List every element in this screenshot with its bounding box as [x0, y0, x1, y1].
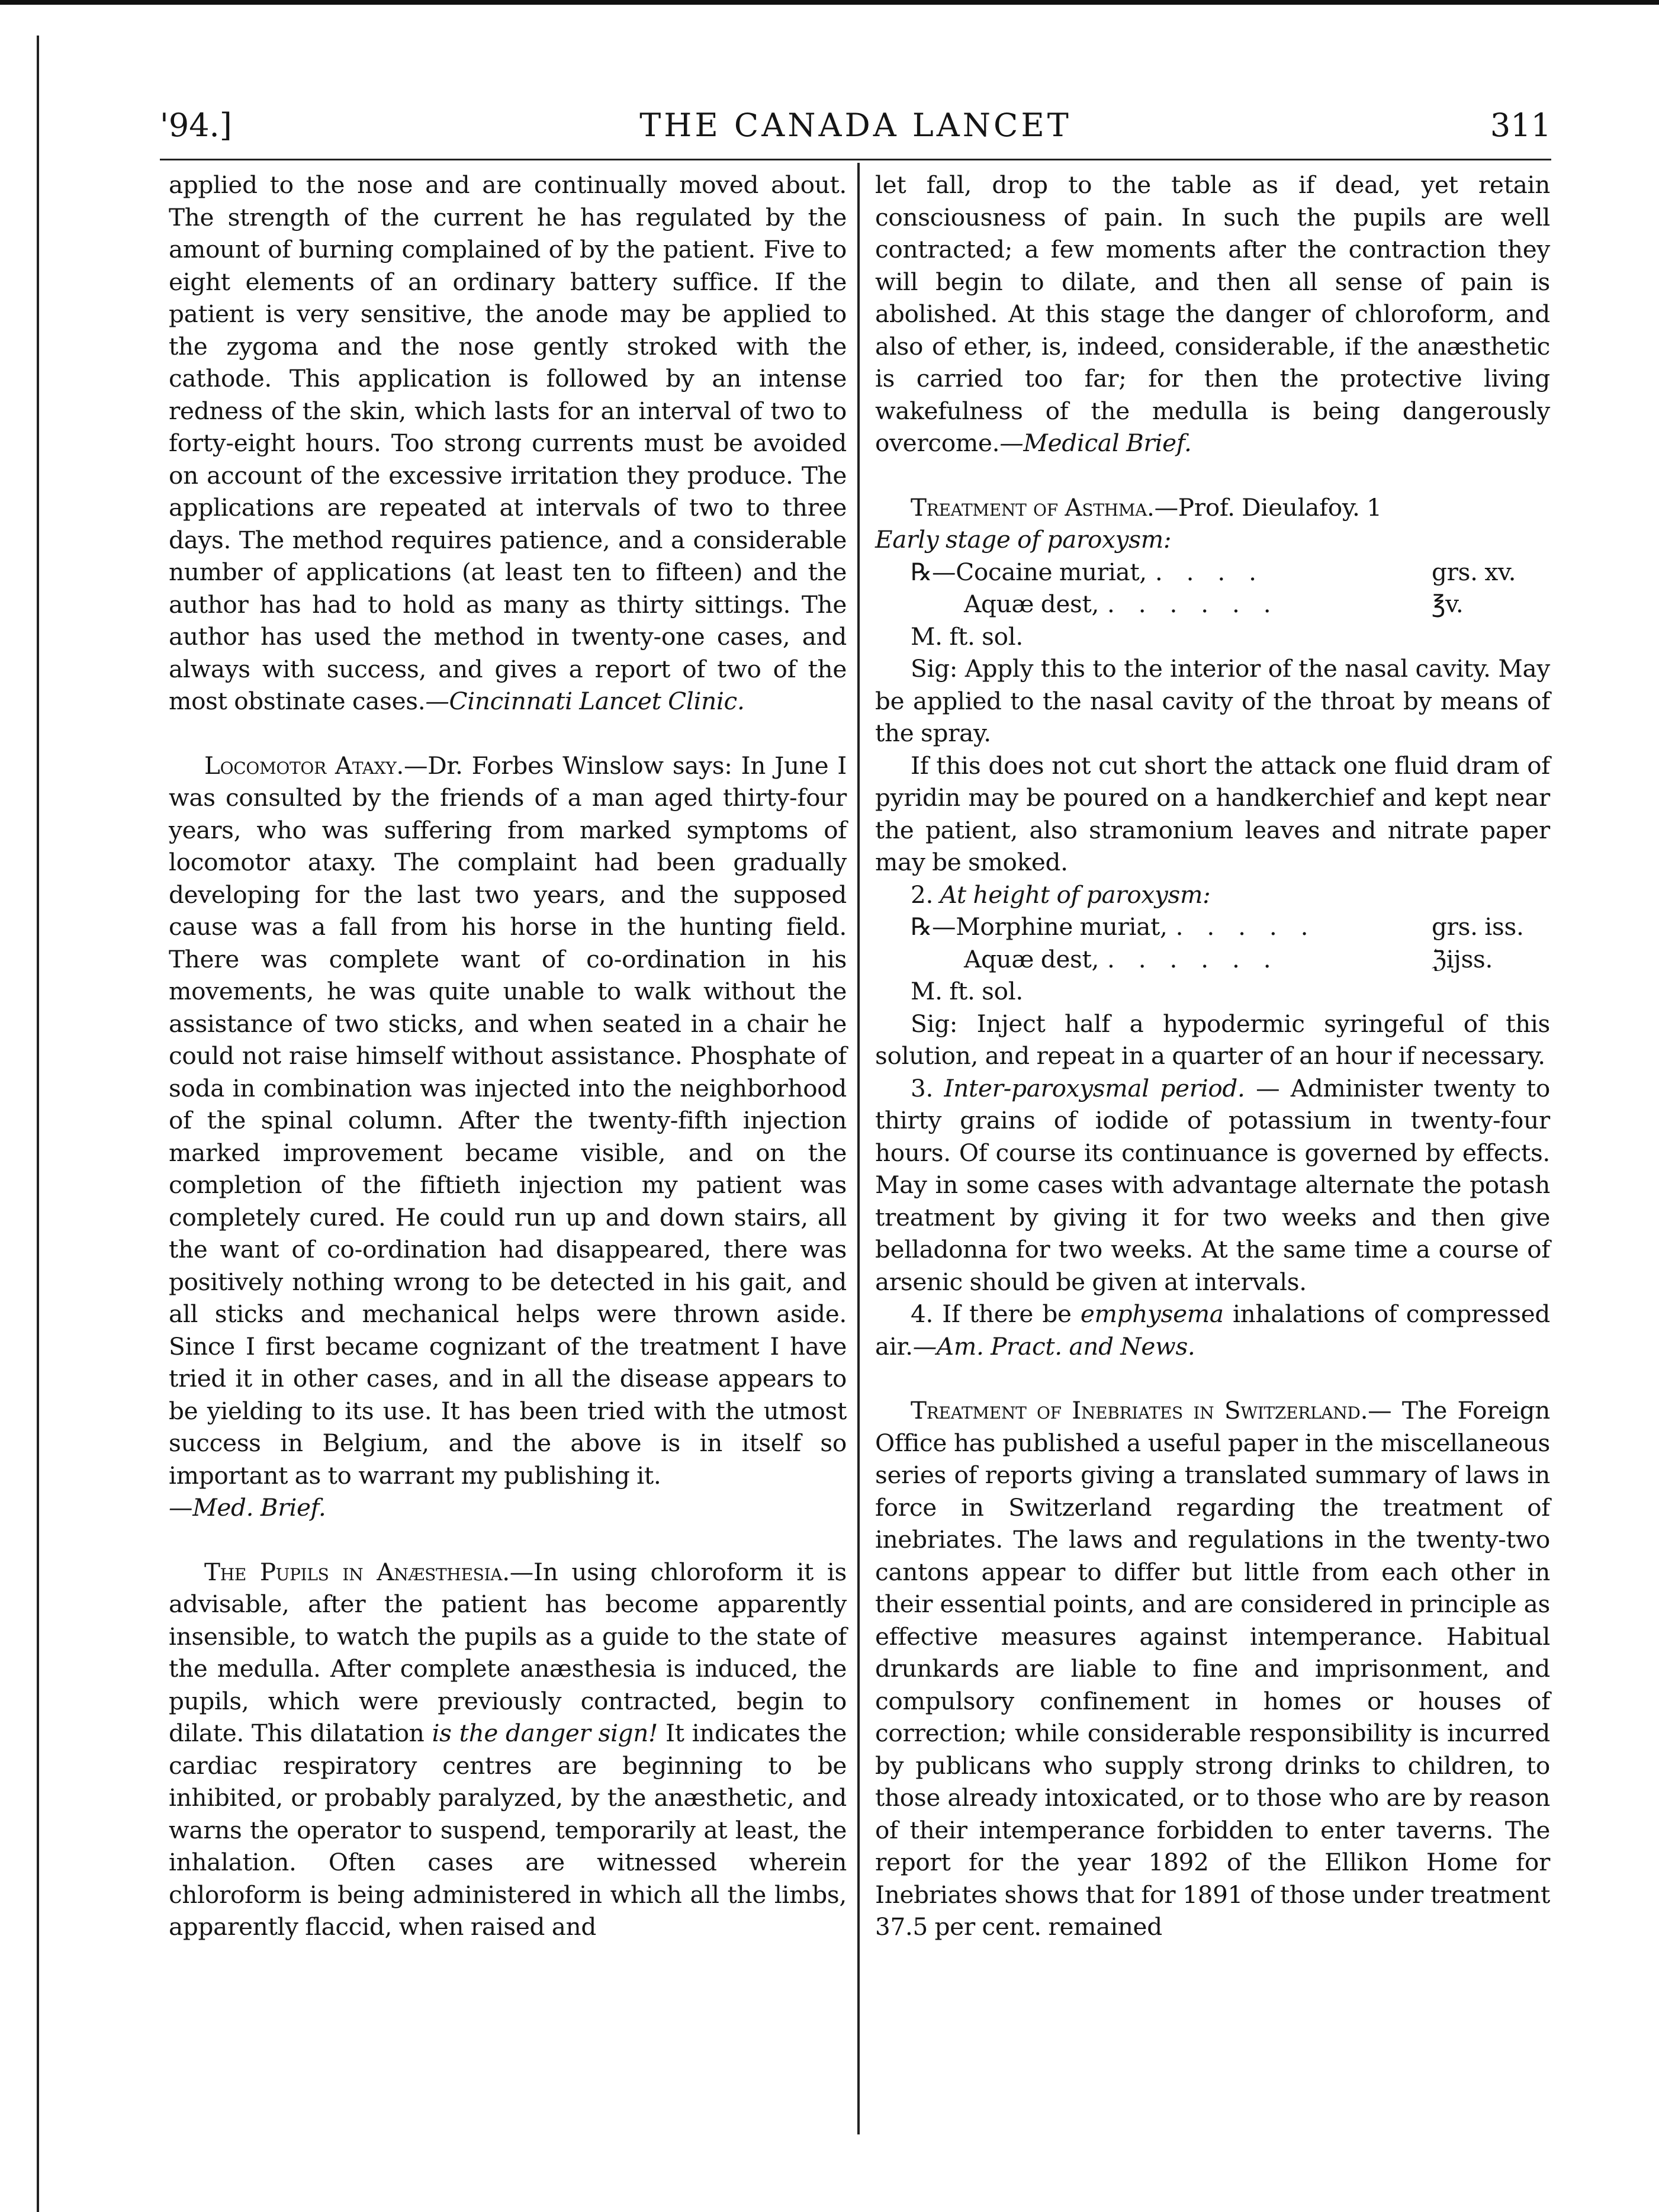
if-not-paragraph: If this does not cut short the attack one fluid dram of pyridin may be poured on a handkerchief and kept near the patient, also stramonium leaves and nitrate paper may be smoked.	[875, 751, 1550, 876]
left-column	[169, 169, 847, 1943]
pupils-continuation	[875, 169, 1550, 459]
section-gap	[169, 718, 847, 750]
page-header	[160, 107, 1551, 154]
prescription-drug: Aquæ dest,	[964, 590, 1099, 618]
section-gap	[875, 459, 1550, 491]
pupils-anaesthesia-heading: The Pupils in Anæsthesia.	[204, 1557, 510, 1586]
electrolysis-source: —Cincinnati Lancet Clinic.	[425, 687, 745, 715]
prescription-line	[875, 588, 1550, 620]
pupils-anaesthesia-article	[169, 1556, 847, 1943]
prescription-drug: ℞—Morphine muriat,	[911, 912, 1168, 941]
header-year: '94.]	[160, 107, 232, 144]
pupils-continuation-text: let fall, drop to the table as if dead, yet retain consciousness of pain. In such the pupils are well contracted; a few moments after the contraction they will begin to dilate, and then all sense of pain is abolished. At this stage the danger of chloroform, and also of ether, is, indeed, considerable, if the anæsthetic is carried too far; for then the protective living wakefulness of the medulla is being dangerously overcome.	[875, 171, 1550, 457]
prescription-drug: ℞—Cocaine muriat,	[911, 557, 1147, 586]
step-4-text-b: inhalations of compressed air.	[875, 1300, 1550, 1361]
step-3-text: — Administer twenty to thirty grains of iodide of potassium in twenty-four hours. Of course its continuance is governed by effects. May in some cases with advantage alternate the potash treatment by giving it for two weeks and then give belladonna for two weeks. At the same time a course of arsenic should be given at intervals.	[875, 1073, 1550, 1296]
pupils-text-part-a: —In using chloroform it is advisable, after the patient has become apparently insensible, to watch the pupils as a guide to the state of the medulla. After complete anæsthesia is induced, the pupils, which were previously contracted, begin to dilate. This dilatation	[169, 1557, 847, 1747]
mixture-instruction: M. ft. sol.	[911, 622, 1023, 651]
inebriates-text: — The Foreign Office has published a useful paper in the miscellaneous series of reports giving a translated summary of laws in force in Switzerland regarding the treatment of inebriates. The laws and regulations in the twenty-two cantons appear to differ but little from each other in their essential points, and are considered in principle as effective measures against intemperance. Habitual drunkards are liable to fine and imprisonment, and compulsory confinement in homes or houses of correction; while considerable responsibility is incurred by publicans who supply strong drinks to children, to those already intoxicated, or to those who are by reason of their intemperance forbidden to enter taverns. The report for the year 1892 of the Ellikon Home for Inebriates shows that for 1891 of those under treatment 37.5 per cent. remained	[875, 1396, 1550, 1941]
step-3-number: 3.	[911, 1073, 934, 1102]
pupils-text-part-b: It indicates the cardiac respiratory centres are beginning to be inhibited, or probably paralyzed, by the anæsthetic, and warns the operator to suspend, temporarily at least, the inhalation. Often cases are witnessed wherein chloroform is being administered in which all the limbs, apparently flaccid, when raised and	[169, 1719, 847, 1941]
journal-title: THE CANADA LANCET	[639, 107, 1072, 144]
mixture-instruction: M. ft. sol.	[911, 977, 1023, 1005]
signa-1: Sig: Apply this to the interior of the nasal cavity. May be applied to the nasal cavity of the throat by means of the spray.	[875, 654, 1550, 747]
inebriates-article	[875, 1394, 1550, 1943]
section-gap	[875, 1362, 1550, 1394]
asthma-heading: Treatment of Asthma.	[911, 493, 1155, 522]
step-4-text-a: 4. If there be	[911, 1300, 1072, 1328]
prescription-dose: ℥v.	[1432, 590, 1464, 618]
electrolysis-paragraph	[169, 169, 847, 718]
step-2-number: 2.	[911, 880, 934, 909]
right-column	[875, 169, 1550, 1943]
step-3-label: Inter-paroxysmal period.	[944, 1073, 1245, 1102]
step-4-source: —Am. Pract. and News.	[912, 1332, 1195, 1361]
pupils-continuation-source: —Medical Brief.	[999, 429, 1192, 457]
danger-sign-emphasis: is the danger sign!	[432, 1719, 658, 1747]
leader-dots: . . . . . .	[1107, 944, 1279, 973]
prescription-line	[875, 943, 1550, 976]
page-number: 311	[1490, 107, 1551, 144]
asthma-intro: —Prof. Dieulafoy. 1	[1154, 493, 1382, 522]
emphysema-term: emphysema	[1080, 1300, 1224, 1328]
scan-edge-top	[0, 0, 1659, 5]
prescription-dose: ℨijss.	[1432, 944, 1493, 973]
step-2-line	[875, 879, 1550, 911]
asthma-heading-line	[875, 491, 1550, 524]
step-4-paragraph	[875, 1298, 1550, 1362]
locomotor-ataxy-source-line	[169, 1491, 847, 1524]
inebriates-heading: Treatment of Inebriates in Switzerland.	[911, 1396, 1368, 1425]
early-stage-label: Early stage of paroxysm:	[875, 525, 1172, 554]
leader-dots: . . . .	[1155, 557, 1265, 586]
scan-edge-left	[37, 36, 39, 2212]
section-gap	[169, 1524, 847, 1556]
prescription-dose: grs. xv.	[1432, 557, 1516, 586]
leader-dots: . . . . .	[1175, 912, 1317, 941]
step-2-label: At height of paroxysm:	[940, 880, 1211, 909]
locomotor-ataxy-article	[169, 750, 847, 1492]
locomotor-ataxy-text: —Dr. Forbes Winslow says: In June I was consulted by the friends of a man aged thirty-four years, who was suffering from marked symptoms of locomotor ataxy. The complaint had been gradually developing for the last two years, and the supposed cause was a fall from his horse in the hunting field. There was complete want of co-ordination in his movements, he was quite unable to walk without the assistance of two sticks, and when seated in a chair he could not raise himself without assistance. Phosphate of soda in combination was injected into the neighborhood of the spinal column. After the twenty-fifth injection marked improvement became visible, and on the completion of the fiftieth injection my patient was completely cured. He could run up and down stairs, all the want of co-ordination had disappeared, there was positively nothing wrong to be detected in his gait, and all sticks and mechanical helps were thrown aside. Since I first became cognizant of the treatment I have tried it in other cases, and in all the disease appears to be yielding to its use. It has been tried with the utmost success in Belgium, and the above is in itself so important as to warrant my publishing it.	[169, 751, 847, 1490]
locomotor-ataxy-heading: Locomotor Ataxy.	[204, 751, 404, 780]
signa-2: Sig: Inject half a hypodermic syringeful of this solution, and repeat in a quarter of an hour if necessary.	[875, 1009, 1550, 1070]
leader-dots: . . . . . .	[1107, 590, 1279, 618]
prescription-line	[875, 911, 1550, 943]
locomotor-ataxy-source: —Med. Brief.	[169, 1493, 326, 1522]
early-stage-line	[875, 523, 1550, 556]
prescription-drug: Aquæ dest,	[964, 944, 1099, 973]
electrolysis-text: applied to the nose and are continually moved about. The strength of the current he has regulated by the amount of burning complained of by the patient. Five to eight elements of an ordinary battery suffice. If the patient is very sensitive, the anode may be applied to the zygoma and the nose gently stroked with the cathode. This application is followed by an intense redness of the skin, which lasts for an interval of two to forty-eight hours. Too strong currents must be avoided on account of the excessive irritation they produce. The applications are repeated at intervals of two to three days. The method requires patience, and a considerable number of applications (at least ten to fifteen) and the author has had to hold as many as thirty sittings. The author has used the method in twenty-one cases, and always with success, and gives a report of two of the most obstinate cases.	[169, 171, 847, 715]
step-3-paragraph	[875, 1072, 1550, 1298]
header-rule	[160, 159, 1551, 160]
prescription-dose: grs. iss.	[1432, 912, 1524, 941]
column-divider	[857, 163, 860, 2134]
prescription-line	[875, 556, 1550, 589]
